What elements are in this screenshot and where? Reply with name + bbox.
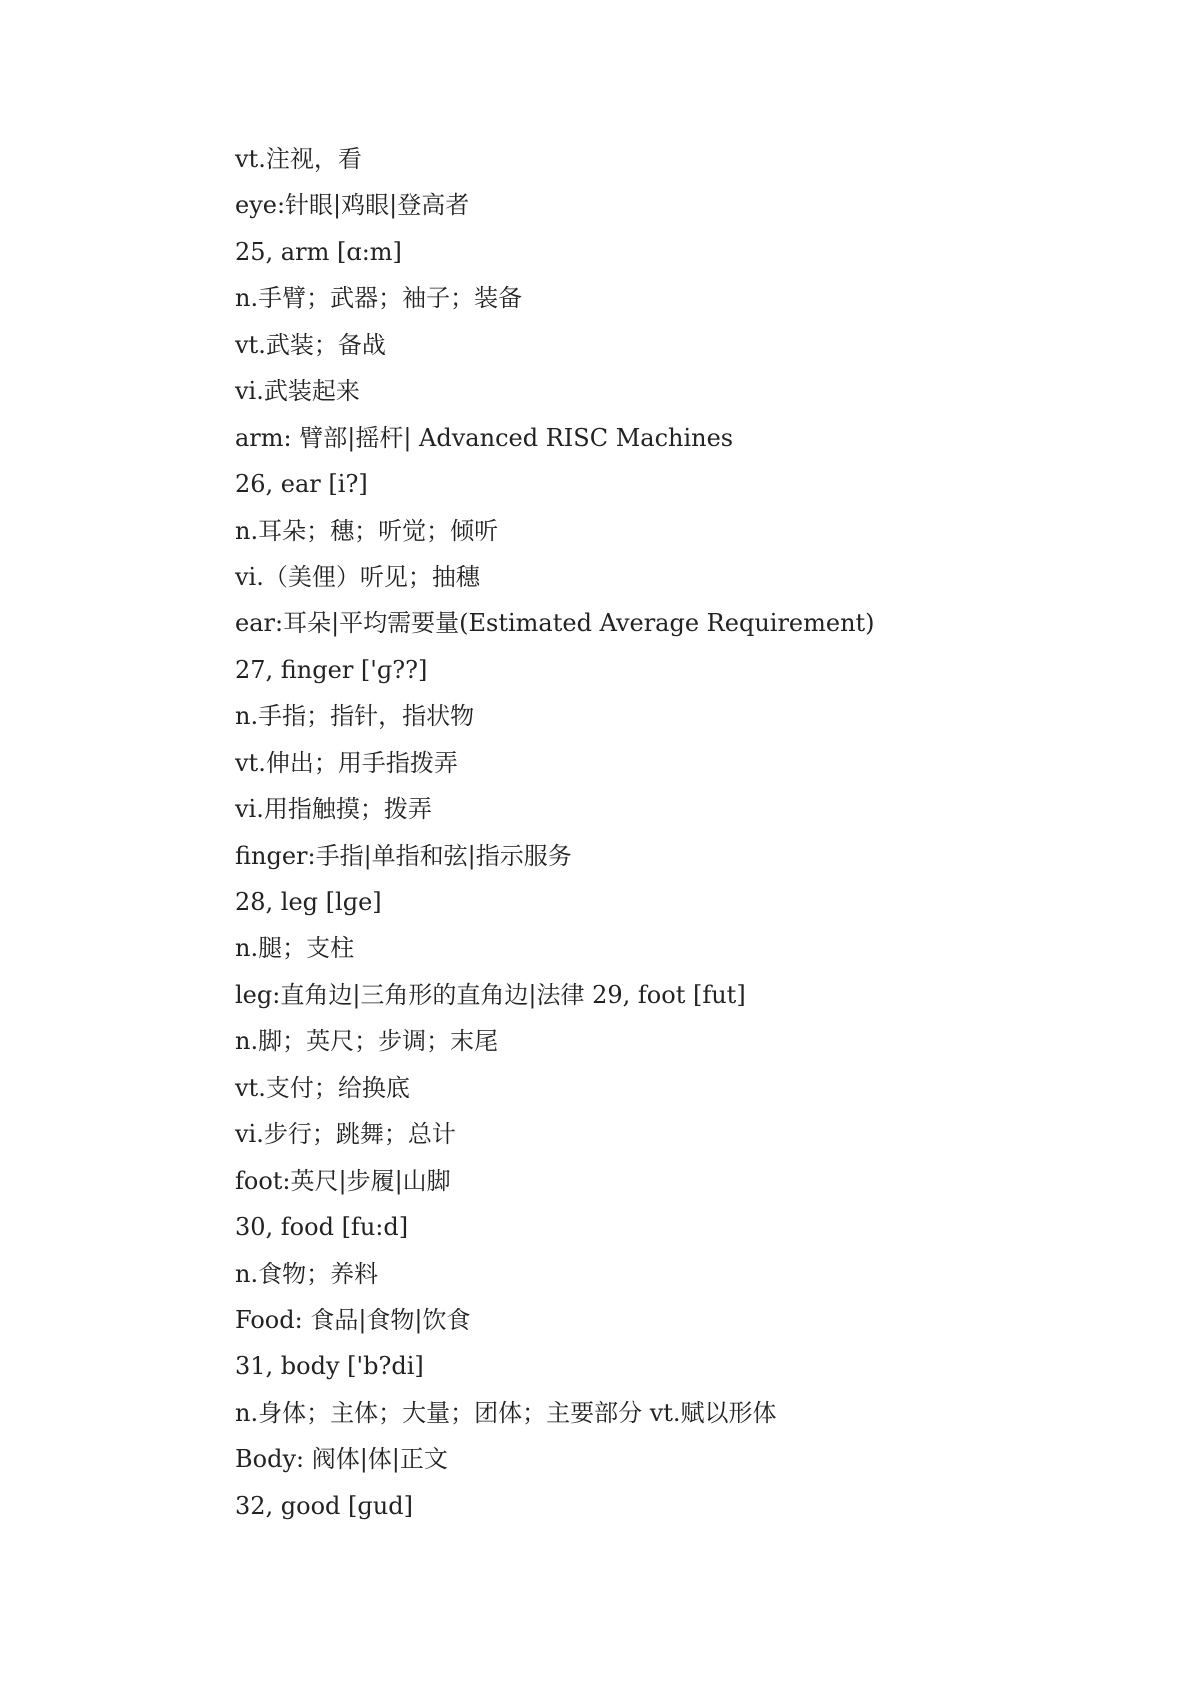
text-body — [235, 136, 1135, 1529]
text-line: vi.步行；跳舞；总计 — [235, 1120, 456, 1149]
text-line: Food: 食品|食物|饮食 — [235, 1305, 471, 1334]
text-line: n.手指；指针，指状物 — [235, 702, 475, 731]
text-line: finger:手指|单指和弦|指示服务 — [235, 841, 572, 870]
text-line: 26, ear [i?] — [235, 470, 368, 499]
text-line: 30, food [fu:d] — [235, 1213, 409, 1242]
text-line: n.脚；英尺；步调；末尾 — [235, 1027, 499, 1056]
text-line: 28, leg [lɡe] — [235, 888, 382, 916]
text-line: 32, good [ɡud] — [235, 1491, 413, 1520]
text-line: vt.伸出；用手指拨弄 — [235, 748, 458, 777]
text-line: arm: 臂部|摇杆| Advanced RISC Machines — [235, 423, 734, 452]
text-line: eye:针眼|鸡眼|登高者 — [235, 191, 470, 220]
text-line: n.身体；主体；大量；团体；主要部分 vt.赋以形体 — [235, 1398, 777, 1427]
text-line: leg:直角边|三角形的直角边|法律 29, foot [fut] — [235, 980, 746, 1009]
text-line: vi.用指触摸；拨弄 — [235, 795, 432, 824]
text-line: 31, body ['b?di] — [235, 1352, 424, 1381]
text-line: n.手臂；武器；袖子；装备 — [235, 284, 523, 313]
text-line: 25, arm [ɑ:m] — [235, 237, 402, 266]
text-line: vt.武装；备战 — [235, 330, 386, 359]
text-line: n.食物；养料 — [235, 1259, 379, 1288]
text-line: foot:英尺|步履|山脚 — [235, 1166, 451, 1195]
text-line: n.腿；支柱 — [235, 934, 355, 963]
text-line: 27, finger ['ɡ??] — [235, 655, 428, 684]
text-line: vi.（美俚）听见；抽穗 — [235, 562, 480, 591]
text-line: n.耳朵；穗；听觉；倾听 — [235, 516, 499, 545]
text-line: Body: 阀体|体|正文 — [235, 1445, 448, 1474]
text-line: vt.支付；给换底 — [235, 1073, 410, 1102]
text-line: ear:耳朵|平均需要量(Estimated Average Requirement) — [235, 609, 875, 638]
text-line: vi.武装起来 — [235, 377, 360, 406]
text-line: vt.注视，看 — [235, 145, 362, 173]
